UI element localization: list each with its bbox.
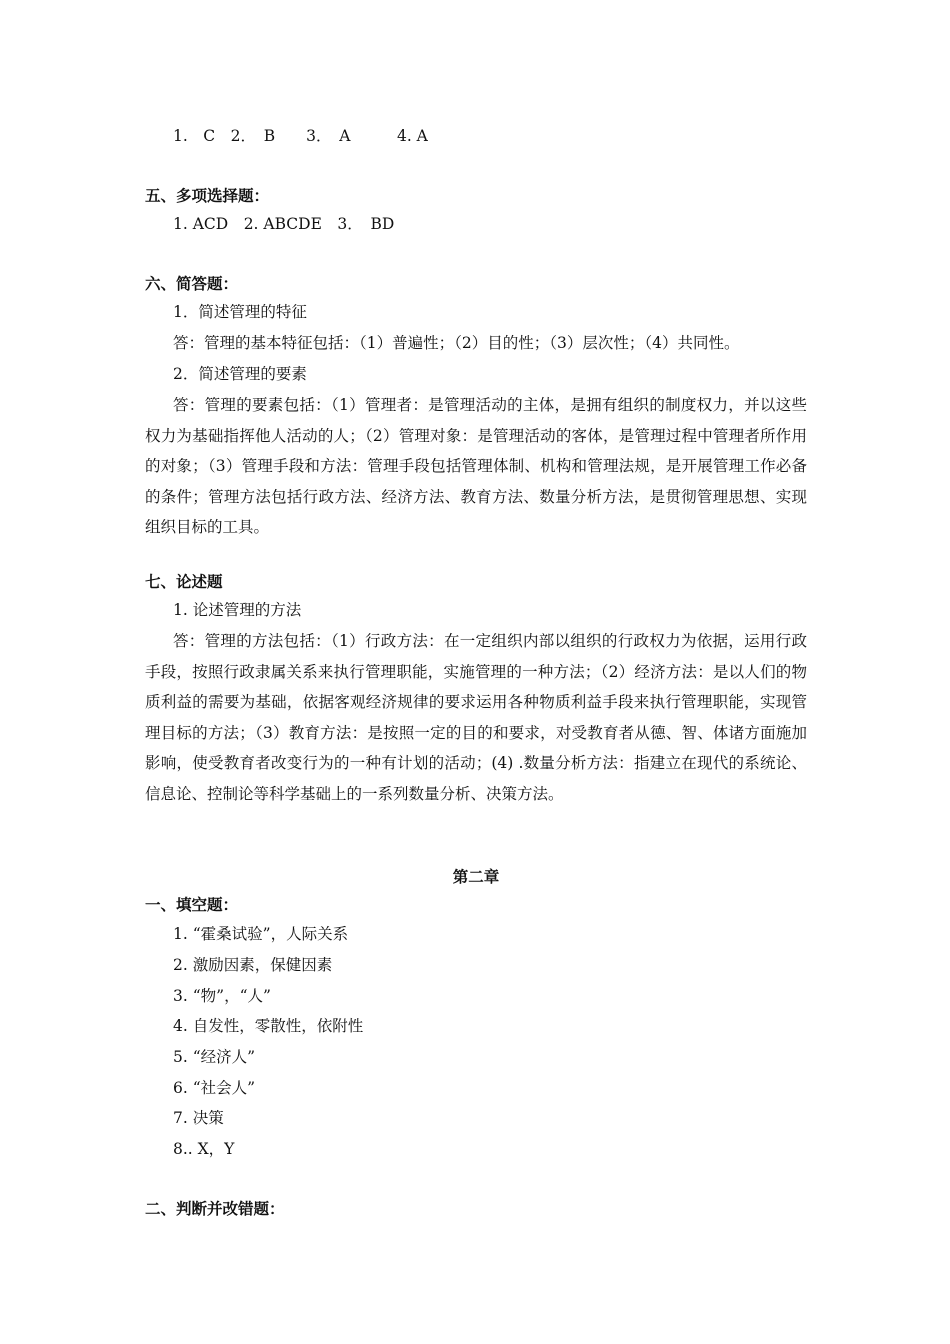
essay-question-1: 1. 论述管理的方法 — [173, 601, 302, 619]
essay-answer-1: 答：管理的方法包括：（1）行政方法：在一定组织内部以组织的行政权力为依据，运用行政手段，按照行政隶属关系来执行管理职能，实施管理的一种方法；（2）经济方法：是以人们的物质利益的需要为基础，依据客观经济规律的要求运用各种物质利益手段来执行管理职能，实现管理目标的方法；（3）教育方法：是按照一定的目的和要求，对受教育者从德、智、体诸方面施加影响，使受教育者改变行为的一种有计划的活动；(4) .数量分析方法：指建立在现代的系统论、信息论、控制论等科学基础上的一系列数量分析、决策方法。 — [145, 632, 807, 803]
list-item: 1. “霍桑试验”，人际关系 — [173, 925, 349, 943]
answer-2: 答：管理的要素包括：（1）管理者：是管理活动的主体，是拥有组织的制度权力，并以这些权力为基础指挥他人活动的人；（2）管理对象：是管理活动的客体，是管理过程中管理者所作用的对象；（3）管理手段和方法：管理手段包括管理体制、机构和管理法规，是开展管理工作必备的条件；管理方法包括行政方法、经济方法、教育方法、数量分析方法，是贯彻管理思想、实现组织目标的工具。 — [145, 396, 807, 536]
list-item: 5. “经济人” — [173, 1048, 256, 1066]
section-6-heading: 六、简答题： — [145, 274, 239, 293]
answer-1: 答：管理的基本特征包括：（1）普遍性；（2）目的性；（3）层次性；（4）共同性。 — [173, 334, 740, 352]
question-1: 1．简述管理的特征 — [173, 303, 307, 321]
question-2: 2．简述管理的要素 — [173, 365, 307, 383]
list-item: 7. 决策 — [173, 1109, 224, 1127]
section-7-heading: 七、论述题 — [145, 572, 223, 591]
single-choice-answers: 1. C 2． B 3． A 4. A — [173, 127, 428, 145]
list-item: 4. 自发性，零散性，依附性 — [173, 1017, 364, 1035]
multi-choice-answers: 1. ACD 2. ABCDE 3． BD — [173, 215, 395, 233]
list-item: 8.. X，Y — [173, 1140, 235, 1158]
list-item: 3. “物”，“人” — [173, 987, 271, 1005]
judge-heading: 二、判断并改错题： — [145, 1199, 285, 1218]
section-5-heading: 五、多项选择题： — [145, 186, 270, 205]
fill-blank-heading: 一、填空题： — [145, 895, 239, 914]
list-item: 2. 激励因素，保健因素 — [173, 956, 333, 974]
chapter-title: 第二章 — [452, 867, 500, 886]
list-item: 6. “社会人” — [173, 1079, 256, 1097]
